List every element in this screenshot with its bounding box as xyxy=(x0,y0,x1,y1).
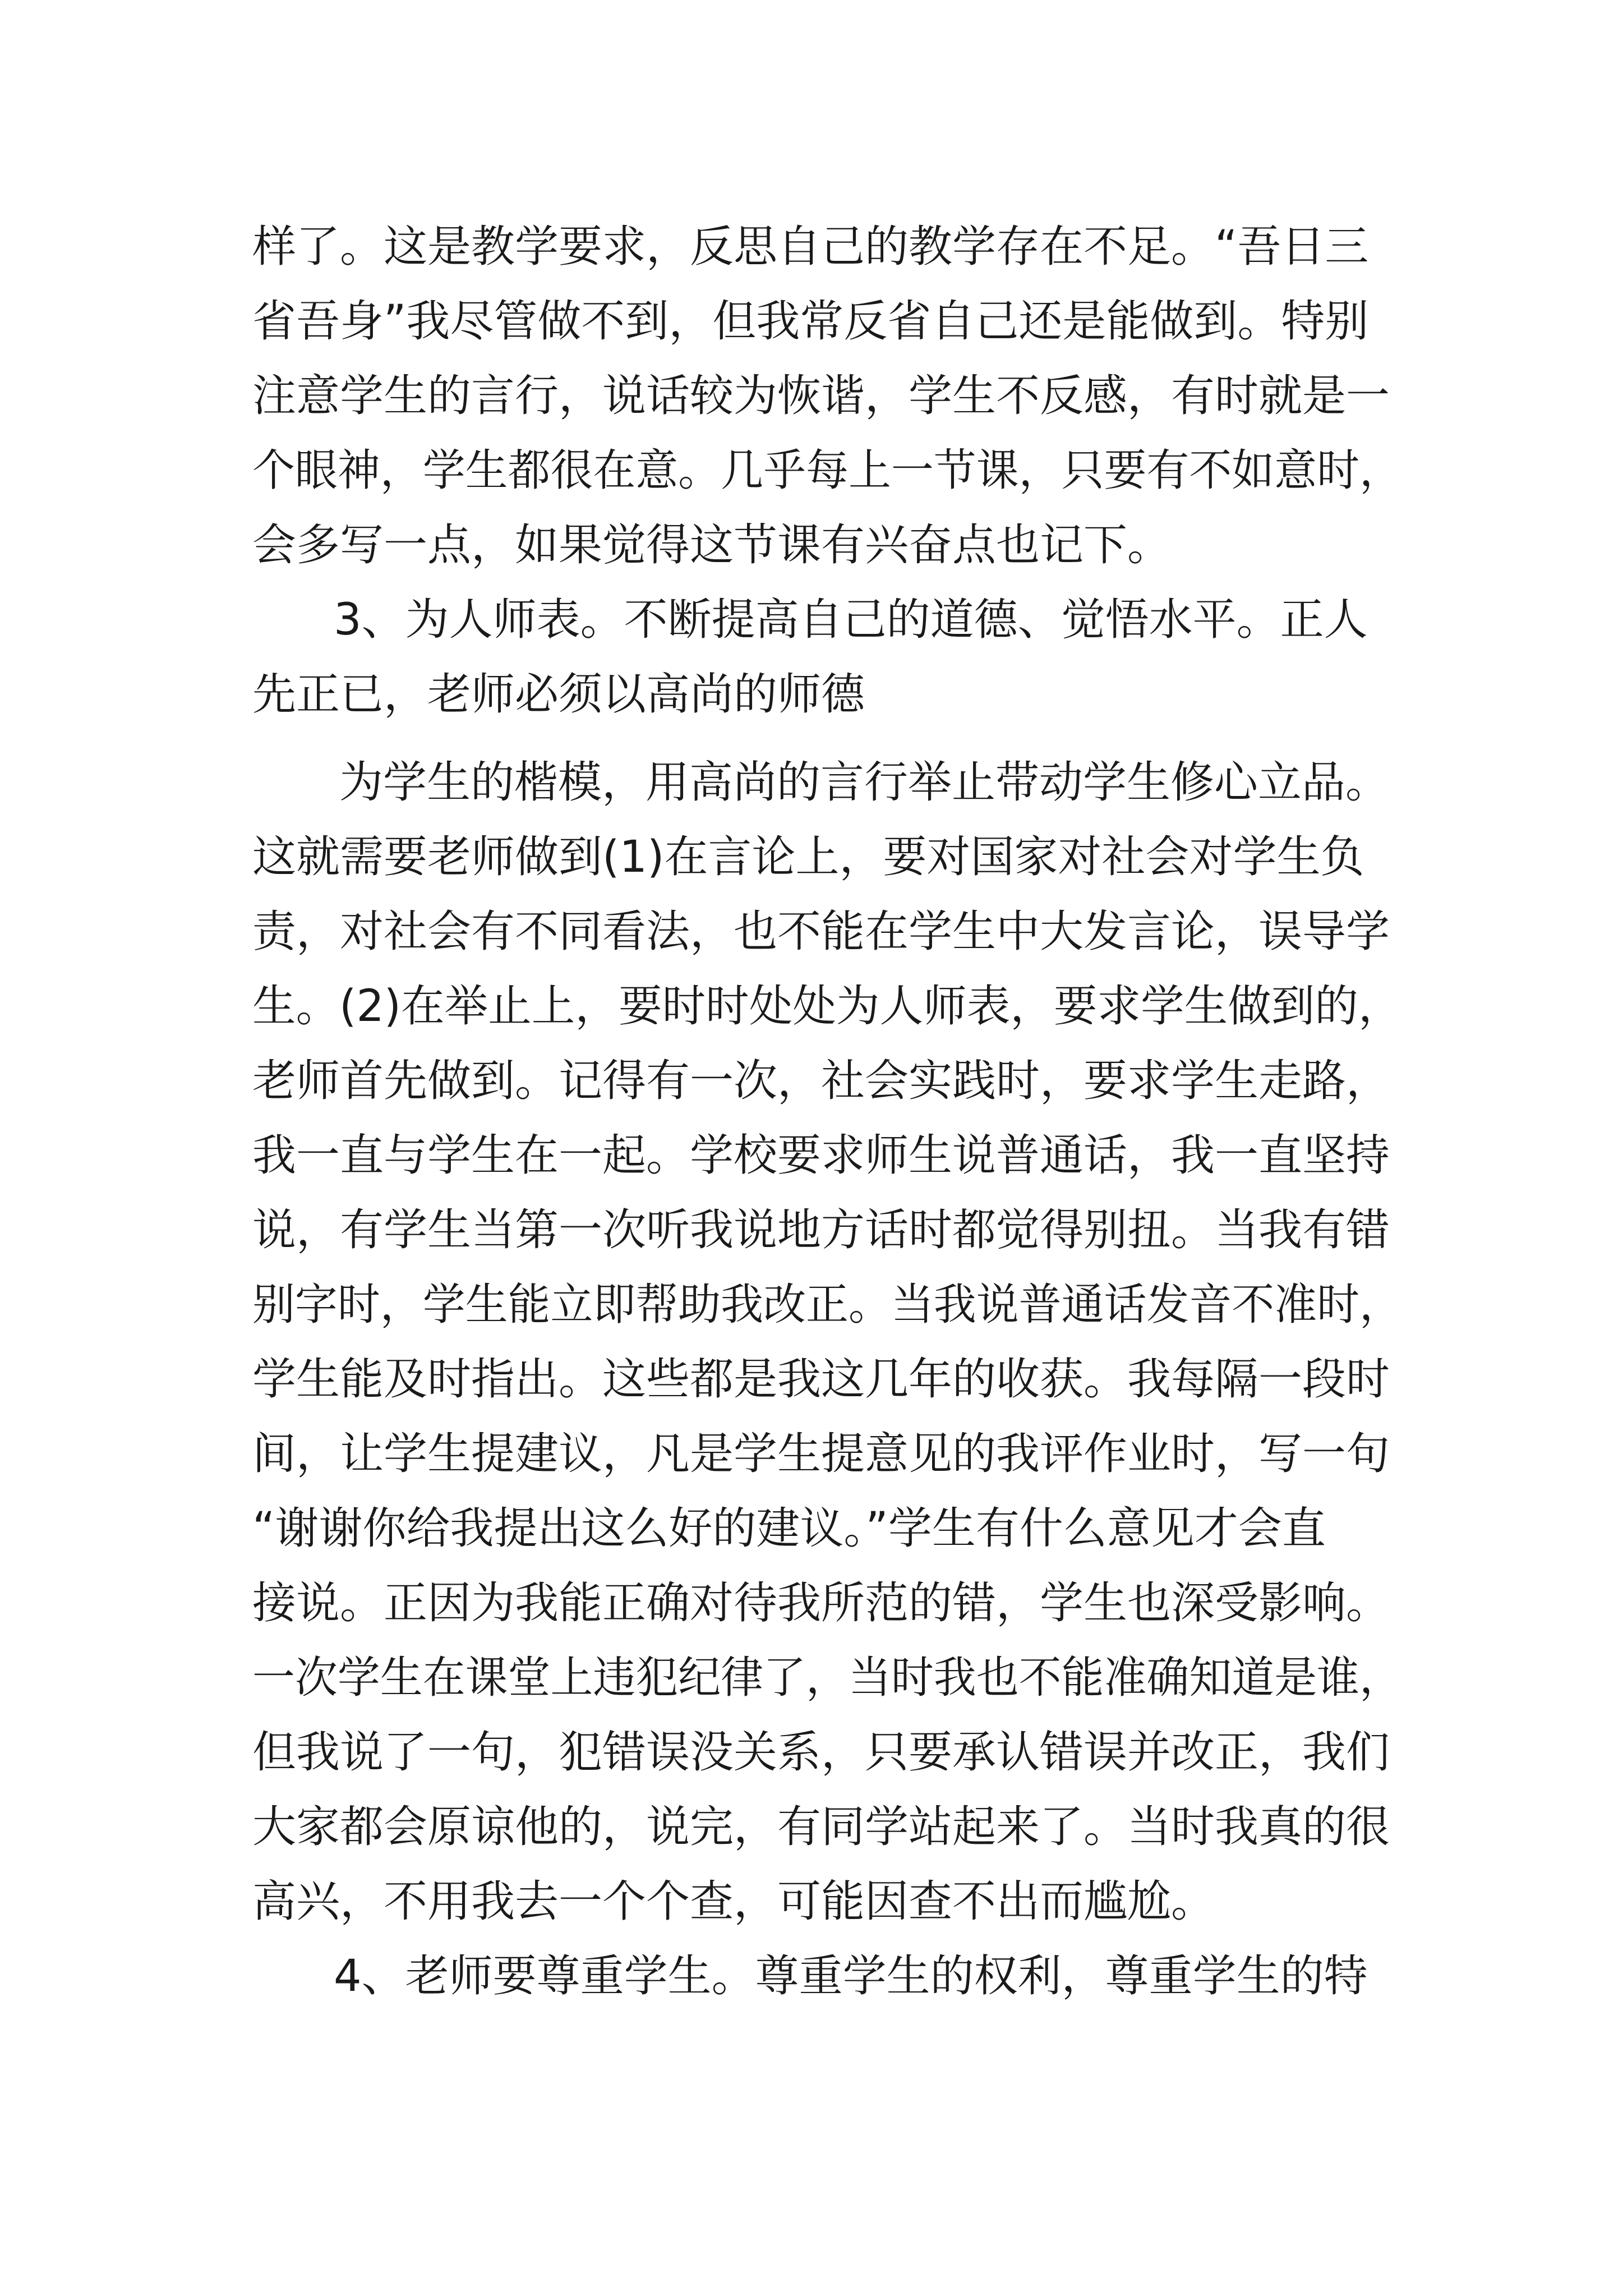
text-line: 但我说了一句，犯错误没关系，只要承认错误并改正，我们 xyxy=(252,1727,1390,1778)
text-line: 责，对社会有不同看法，也不能在学生中大发言论，误导学 xyxy=(252,907,1390,957)
text-line: 个眼神，学生都很在意。几乎每上一节课，只要有不如意时， xyxy=(252,445,1402,496)
text-line: 大家都会原谅他的，说完，有同学站起来了。当时我真的很 xyxy=(252,1802,1390,1852)
text-line: 高兴，不用我去一个个查，可能因查不出而尴尬。 xyxy=(252,1876,1215,1927)
text-line: 我一直与学生在一起。学校要求师生说普通话，我一直坚持 xyxy=(252,1130,1390,1181)
text-line: 省吾身”我尽管做不到，但我常反省自己还是能做到。特别 xyxy=(252,296,1369,347)
text-line: 学生能及时指出。这些都是我这几年的收获。我每隔一段时 xyxy=(252,1354,1390,1405)
text-line: 3、为人师表。不断提高自己的道德、觉悟水平。正人 xyxy=(334,595,1368,645)
text-line: 会多写一点，如果觉得这节课有兴奋点也记下。 xyxy=(252,520,1172,570)
text-line: 老师首先做到。记得有一次，社会实践时，要求学生走路， xyxy=(252,1056,1390,1106)
text-line: 间，让学生提建议，凡是学生提意见的我评作业时，写一句 xyxy=(252,1429,1390,1479)
text-line: 4、老师要尊重学生。尊重学生的权利，尊重学生的特 xyxy=(334,1951,1368,2001)
text-line: 说，有学生当第一次听我说地方话时都觉得别扭。当我有错 xyxy=(252,1205,1390,1255)
text-line: 别字时，学生能立即帮助我改正。当我说普通话发音不准时， xyxy=(252,1280,1402,1330)
text-line: 一次学生在课堂上违犯纪律了，当时我也不能准确知道是谁， xyxy=(252,1653,1402,1703)
text-line: 接说。正因为我能正确对待我所范的错，学生也深受影响。 xyxy=(252,1578,1390,1628)
text-line: 生。(2)在举止上，要时时处处为人师表，要求学生做到的， xyxy=(252,981,1402,1032)
text-line: 样了。这是教学要求，反思自己的教学存在不足。“吾日三 xyxy=(252,222,1369,272)
text-line: 先正已，老师必须以高尚的师德 xyxy=(252,669,865,720)
text-line: 为学生的楷模，用高尚的言行举止带动学生修心立品。 xyxy=(339,757,1390,808)
text-line: 注意学生的言行，说话较为恢谐，学生不反感，有时就是一 xyxy=(252,371,1390,421)
text-line: “谢谢你给我提出这么好的建议。”学生有什么意见才会直 xyxy=(252,1503,1326,1554)
text-line: 这就需要老师做到(1)在言论上，要对国家对社会对学生负 xyxy=(252,832,1364,882)
